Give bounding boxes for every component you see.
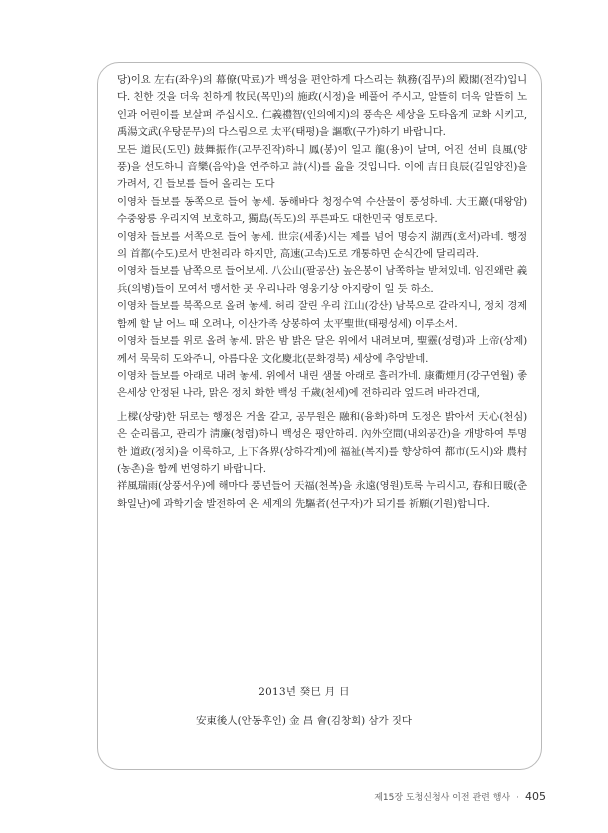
page-footer xyxy=(374,790,546,803)
document-body xyxy=(117,72,527,513)
paragraph-sangryang: 上樑(상량)한 뒤로는 행정은 거울 같고, 공무원은 融和(융화)하며 도정은 밝아서 天心(천심)은 순리롭고, 관리가 淸廉(청렴)하니 백성은 평안하리. 內外空間(내외공간)을 개방하여 투명한 道政(정치)을 이룩하고, 上下各界(상하각계)에 福祉(복지)를 향상하여 都市(도시)와 農村(농촌)을 함께 번영하기 바랍니다. xyxy=(117,410,527,475)
paragraph-closing-wish: 祥風瑞雨(상풍서우)에 해마다 풍년들어 天福(천복)을 永遠(영원)토록 누리시고, 春和日暖(춘화일난)에 과학기술 발전하여 온 세계의 先驅者(선구자)가 되기를 祈願(기원)합니다. xyxy=(117,480,527,510)
paragraph-down: 이영차 들보를 아래로 내려 놓세. 위에서 내린 샘물 아래로 흘러가네. 康衢煙月(강구연월) 좋은세상 안정된 나라, 맑은 정치 화한 백성 千歲(천세)에 전하리라 엎드려 바라건대, xyxy=(117,369,527,400)
paragraph-dobmin: 모든 道民(도민) 鼓舞振作(고무진작)하니 鳳(봉)이 일고 龍(용)이 날며, 어진 선비 良風(양풍)을 선도하니 音樂(음악)을 연주하고 詩(시)를 읊을 것입니다. 이에 吉日良辰(길일양진)을 가려서, 긴 들보를 들어 올리는 도다 xyxy=(117,143,527,191)
paragraph-intro-continuation: 당)이요 左右(좌우)의 幕僚(막료)가 백성을 편안하게 다스리는 執務(집무)의 殿閣(전각)입니다. 친한 것을 더욱 친하게 牧民(목민)의 施政(시정)을 베풀어 주시고, 알뜰히 더욱 알뜰히 노인과 어린이를 보살펴 주십시오. 仁義禮智(인의예지)의 풍속은 세상을 도타옵게 교화 시키고, 禹湯文武(우탕문무)의 다스림으로 太平(태평)을 謳歌(구가)하기 바랍니다. xyxy=(117,74,527,139)
paragraph-up: 이영차 들보를 위로 올려 놓세. 맑은 밤 밝은 달은 위에서 내려보며, 聖靈(성령)과 上帝(상제)께서 묵묵히 도와주니, 아름다운 文化慶北(문화경북) 세상에 추앙받네. xyxy=(117,335,527,365)
paragraph-east: 이영차 들보를 동쪽으로 들어 놓세. 동해바다 청정수역 수산물이 풍성하네. 大王巖(대왕암) 수중왕릉 우리지역 보호하고, 獨島(독도)의 푸른파도 대한민국 영토로다. xyxy=(117,195,527,226)
date-line: 2013년 癸巳 月 日 xyxy=(258,686,350,698)
footer-separator: · xyxy=(516,793,519,803)
paragraph-north: 이영차 들보를 북쪽으로 올려 놓세. 허리 잘린 우리 江山(강산) 남북으로 갈라지니, 정치 경제 함께 할 날 어느 때 오려나, 이산가족 상봉하여 太平聖世(태평성세) 이루소서. xyxy=(117,300,527,330)
page-number: 405 xyxy=(525,790,546,803)
paragraph-south: 이영차 들보를 남쪽으로 들어보세. 八公山(팔공산) 높은봉이 남쪽하늘 받쳐있네. 임진왜란 義兵(의병)들이 모여서 맹서한 곳 우리나라 영웅기상 아지랑이 일 듯 하소. xyxy=(117,265,527,295)
footer-caption: 제15장 도청신청사 이전 관련 행사 xyxy=(374,793,511,803)
paragraph-west: 이영차 들보를 서쪽으로 들어 놓세. 世宗(세종)시는 제를 넘어 명승지 湖西(호서)라네. 행정의 首都(수도)로서 반천리라 하지만, 高速(고속)도로 개통하면 순식간에 달리리라. xyxy=(117,230,527,261)
author-signature: 安東後人(안동후인) 金 昌 會(김창회) 삼가 짓다 xyxy=(196,715,412,727)
